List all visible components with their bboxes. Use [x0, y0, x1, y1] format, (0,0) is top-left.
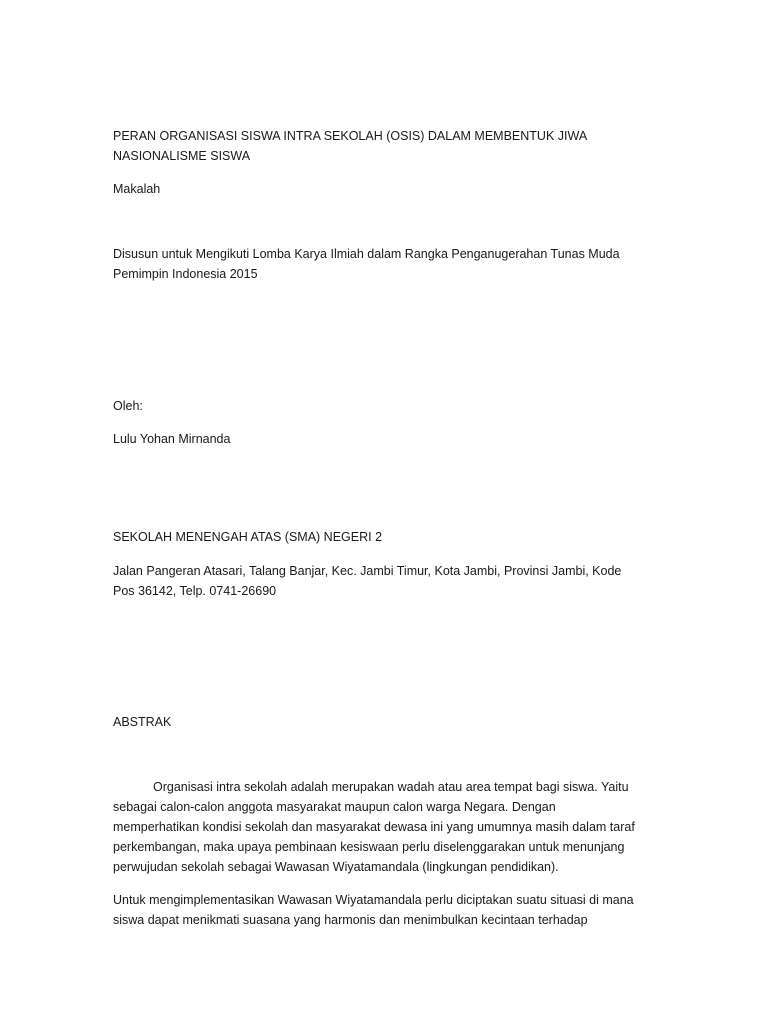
- author-name: Lulu Yohan Mirnanda: [113, 432, 231, 446]
- document-purpose: Disusun untuk Mengikuti Lomba Karya Ilmiah dalam Rangka Penganugerahan Tunas Muda Pemimpin Indonesia 2015: [113, 247, 620, 281]
- document-title: PERAN ORGANISASI SISWA INTRA SEKOLAH (OSIS) DALAM MEMBENTUK JIWA NASIONALISME SISWA: [113, 129, 587, 163]
- document-type: Makalah: [113, 182, 161, 196]
- school-address: Jalan Pangeran Atasari, Talang Banjar, Kec. Jambi Timur, Kota Jambi, Provinsi Jambi, Kode Pos 36142, Telp. 0741-26690: [113, 564, 622, 598]
- author-label: Oleh:: [113, 399, 143, 413]
- abstract-paragraph: Organisasi intra sekolah adalah merupakan wadah atau area tempat bagi siswa. Yaitu sebagai calon-calon anggota masyarakat maupun calon warga Negara. Dengan memperhatikan kondisi sekolah dan masyarakat dewasa ini yang umumnya masih dalam taraf perkembangan, maka upaya pembinaan kesiswaan perlu diselenggarakan untuk menunjang perwujudan sekolah sebagai Wawasan Wiyatamandala (lingkungan pendidikan).: [113, 780, 635, 874]
- abstract-paragraph: Untuk mengimplementasikan Wawasan Wiyatamandala perlu diciptakan suatu situasi di mana siswa dapat menikmati suasana yang harmonis dan menimbulkan kecintaan terhadap: [113, 893, 634, 927]
- school-name: SEKOLAH MENENGAH ATAS (SMA) NEGERI 2: [113, 530, 383, 544]
- abstract-heading: ABSTRAK: [113, 715, 172, 729]
